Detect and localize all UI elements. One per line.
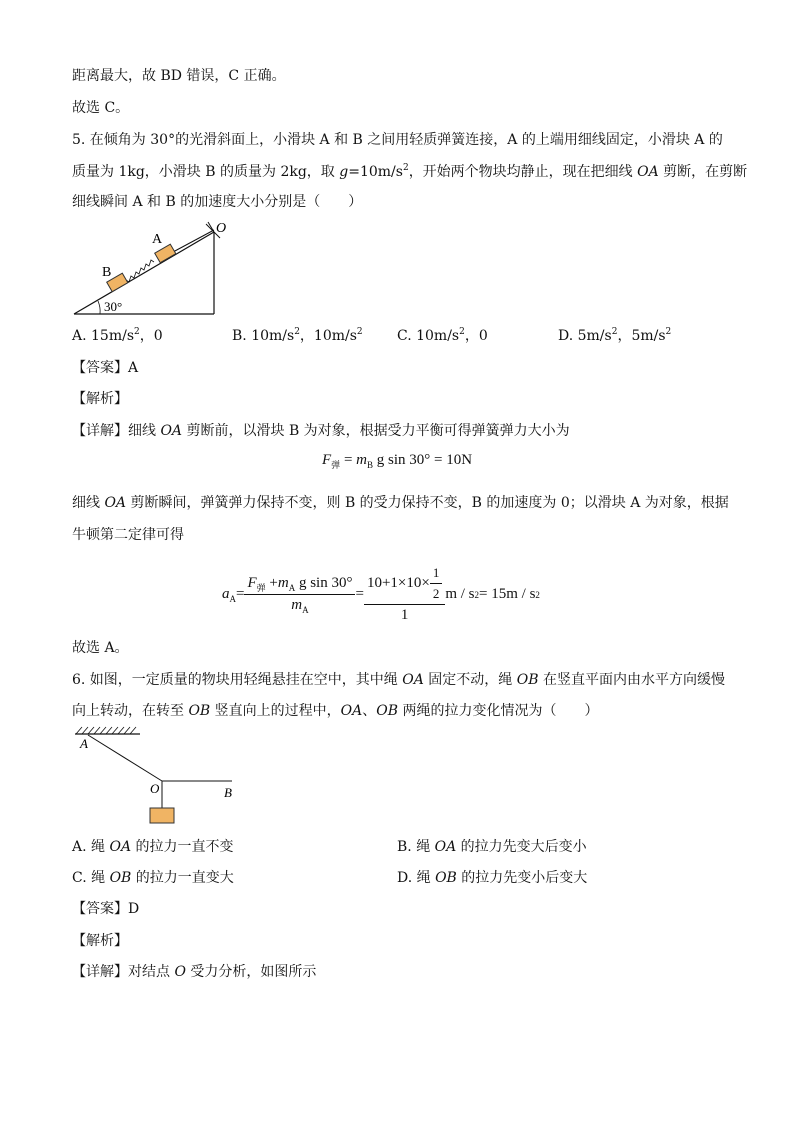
q5-stem-line-3: 细线瞬间 A 和 B 的加速度大小分别是（ ） [72,194,363,210]
hanging-block [150,808,174,823]
q5-stem-line-1: 5. 在倾角为 30°的光滑斜面上，小滑块 A 和 B 之间用轻质弹簧连接，A 的上端用细线固定，小滑块 A 的 [72,132,723,148]
incline-triangle [74,232,214,314]
q6-stem-line-1: 6. 如图，一定质量的物块用轻绳悬挂在空中，其中绳 OA 固定不动，绳 OB 在竖直平面内由水平方向缓慢 [72,672,725,688]
label-o: O [150,781,160,796]
label-angle: 30° [104,299,123,314]
q6-option-c: C. 绳 OB 的拉力一直变大 [72,870,234,886]
q5-option-b: B. $10m/s^2$，$10m/s^2$ [232,327,363,344]
q6-stem-line-2: 向上转动，在转至 OB 竖直向上的过程中，OA、OB 两绳的拉力变化情况为（ ） [72,703,599,719]
ceiling [75,727,140,734]
rope-oa [88,735,162,781]
label-b: B [102,265,112,280]
equation-spring-force: $F_弹 = m_B$ g sin 30° = 10N [322,452,473,470]
q5-option-c: C. $10m/s^2$，0 [397,327,488,344]
label-a: A [152,232,163,247]
q5-conclusion: 故选 A。 [72,640,129,656]
q6-rope-diagram [70,726,245,830]
string-oa [173,230,214,252]
q6-option-b: B. 绳 OA 的拉力先变大后变小 [397,839,587,855]
q6-option-d: D. 绳 OB 的拉力先变小后变大 [397,870,588,886]
q6-answer: 【答案】D [72,901,140,917]
q5-answer: 【答案】A [72,360,139,376]
q5-detail-line-2: 细线 OA 剪断瞬间，弹簧弹力保持不变，则 B 的受力保持不变，B 的加速度为 0；以滑块 A 为对象，根据 [72,495,729,511]
spring [124,260,154,284]
text-line-1: 距离最大，故 BD 错误，C 正确。 [72,68,286,84]
label-o: O [216,221,227,236]
q6-option-a: A. 绳 OA 的拉力一直不变 [72,839,234,855]
q5-detail-line-3: 牛顿第二定律可得 [72,527,184,543]
equation-acceleration-a: a A = $\frac{F_弹 +m_A g \sin 30^\circ}{m_A}$ = 10+1×10× $\frac{1}{2}$ 1 m / s 2 = 15m / s 2 [222,565,540,623]
label-a: A [80,736,88,751]
label-b: B [224,785,232,800]
q5-stem-line-2: 质量为 1kg，小滑块 B 的质量为 2kg，取 $g=10m/s^2$，开始两个物块均静止，现在把细线 OA 剪断，在剪断 [72,163,748,180]
text-line-2: 故选 C。 [72,100,130,116]
angle-arc [98,301,100,314]
q5-analysis-heading: 【解析】 [72,391,128,407]
q5-detail-line-1: 【详解】细线 OA 剪断前，以滑块 B 为对象，根据受力平衡可得弹簧弹力大小为 [72,423,570,439]
q5-option-a: A. $15m/s^2$，0 [72,327,163,344]
q5-option-d: D. $5m/s^2$，$5m/s^2$ [558,327,672,344]
q5-incline-diagram [70,218,240,318]
q6-detail-line-1: 【详解】对结点 O 受力分析，如图所示 [72,964,317,980]
q6-analysis-heading: 【解析】 [72,933,128,949]
